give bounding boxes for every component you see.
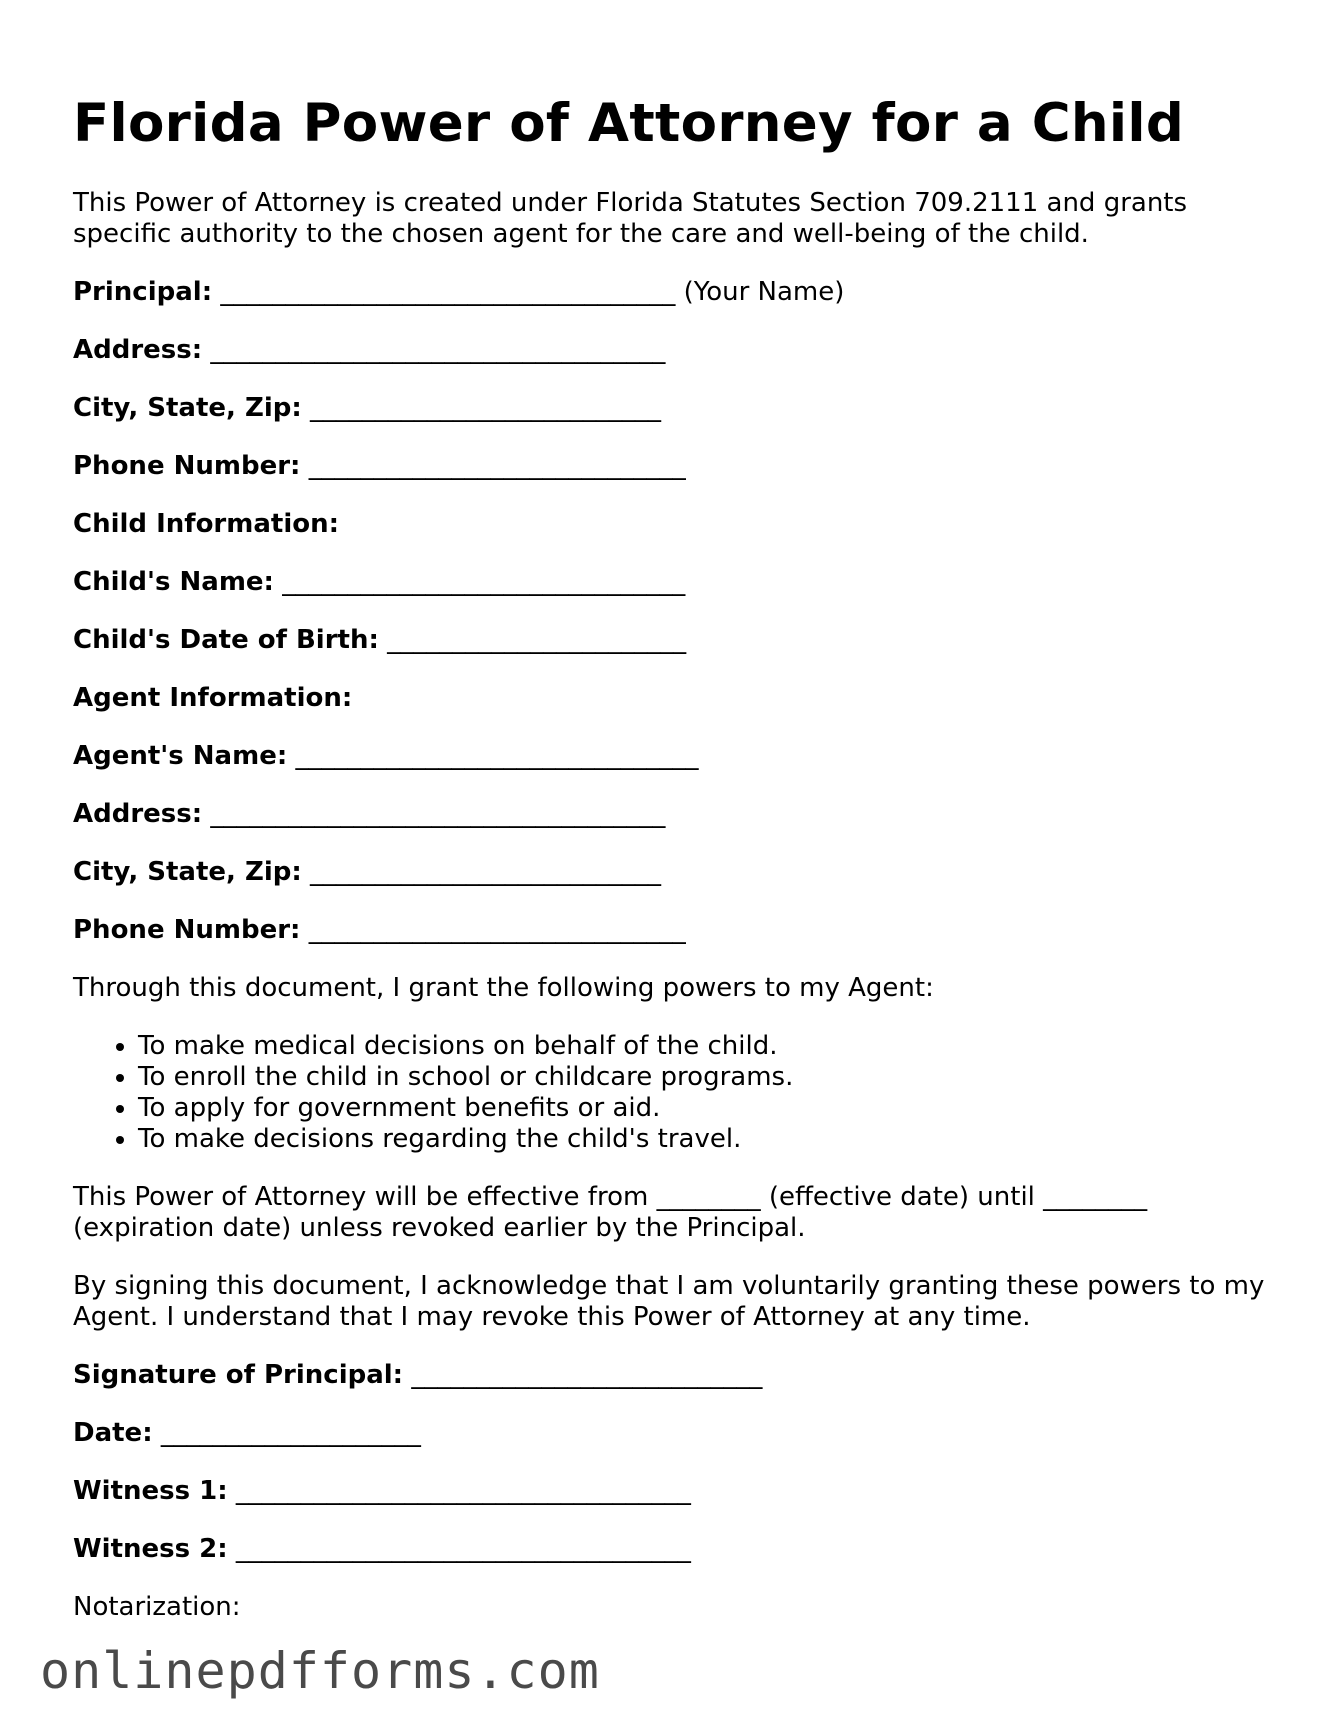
- power-item: • To make decisions regarding the child's travel.: [138, 1124, 1283, 1155]
- principal-signature-label: Signature of Principal:: [73, 1360, 404, 1390]
- effective-period-paragraph: This Power of Attorney will be effective from ________ (effective date) until ________ (expiration date) unless revoked earlier by the Principal.: [73, 1182, 1148, 1243]
- principal-signature-field: [73, 1360, 1283, 1391]
- witness-2-label: Witness 2:: [73, 1534, 228, 1564]
- principal-name-field: [73, 277, 1283, 308]
- witness-1-blank[interactable]: ___________________________________: [235, 1476, 691, 1506]
- principal-signature-blank[interactable]: ___________________________: [411, 1360, 763, 1390]
- agent-address-label: Address:: [73, 799, 203, 829]
- signature-date-blank[interactable]: ____________________: [160, 1418, 421, 1448]
- principal-name-label: Principal:: [73, 277, 213, 307]
- child-name-blank[interactable]: _______________________________: [282, 567, 686, 597]
- agent-name-blank[interactable]: _______________________________: [295, 741, 699, 771]
- agent-address-blank[interactable]: ___________________________________: [210, 799, 666, 829]
- principal-name-hint: (Your Name): [683, 277, 845, 307]
- child-name-field: [73, 567, 1283, 598]
- agent-phone-label: Phone Number:: [73, 915, 301, 945]
- child-dob-label: Child's Date of Birth:: [73, 625, 379, 655]
- power-item: • To apply for government benefits or aid.: [138, 1093, 1283, 1124]
- principal-address-label: Address:: [73, 335, 203, 365]
- agent-city-field: [73, 857, 1283, 888]
- witness-1-label: Witness 1:: [73, 1476, 228, 1506]
- power-item: • To make medical decisions on behalf of the child.: [138, 1031, 1283, 1062]
- principal-phone-label: Phone Number:: [73, 451, 301, 481]
- agent-name-field: [73, 741, 1283, 772]
- agent-address-field: [73, 799, 1283, 830]
- agent-phone-blank[interactable]: _____________________________: [308, 915, 686, 945]
- child-dob-field: [73, 625, 1283, 656]
- signature-date-field: [73, 1418, 1283, 1449]
- watermark: onlinepdfforms.com: [40, 1642, 600, 1700]
- principal-city-blank[interactable]: ___________________________: [310, 393, 662, 423]
- agent-city-blank[interactable]: ___________________________: [310, 857, 662, 887]
- notarization-label: Notarization:: [73, 1592, 241, 1622]
- witness-2-blank[interactable]: ___________________________________: [235, 1534, 691, 1564]
- witness-1-field: [73, 1476, 1283, 1507]
- witness-2-field: [73, 1534, 1283, 1565]
- agent-name-label: Agent's Name:: [73, 741, 288, 771]
- principal-city-label: City, State, Zip:: [73, 393, 302, 423]
- acknowledgement-paragraph: By signing this document, I acknowledge that I am voluntarily granting these powers to my Agent. I understand that I may revoke this Power of Attorney at any time.: [73, 1271, 1265, 1332]
- powers-list: [73, 1031, 1283, 1155]
- signature-date-label: Date:: [73, 1418, 153, 1448]
- powers-intro: Through this document, I grant the following powers to my Agent:: [73, 973, 934, 1003]
- intro-paragraph: This Power of Attorney is created under Florida Statutes Section 709.2111 and grants specific authority to the chosen agent for the care and well-being of the child.: [73, 188, 1188, 249]
- child-name-label: Child's Name:: [73, 567, 274, 597]
- principal-city-field: [73, 393, 1283, 424]
- power-item: • To enroll the child in school or childcare programs.: [138, 1062, 1283, 1093]
- principal-address-blank[interactable]: ___________________________________: [210, 335, 666, 365]
- agent-city-label: City, State, Zip:: [73, 857, 302, 887]
- document-page: [73, 92, 1283, 1623]
- child-info-heading: Child Information:: [73, 509, 340, 539]
- agent-phone-field: [73, 915, 1283, 946]
- principal-name-blank[interactable]: ___________________________________: [220, 277, 676, 307]
- child-dob-blank[interactable]: _______________________: [387, 625, 687, 655]
- principal-address-field: [73, 335, 1283, 366]
- principal-phone-field: [73, 451, 1283, 482]
- page-title: Florida Power of Attorney for a Child: [73, 93, 1185, 154]
- principal-phone-blank[interactable]: _____________________________: [308, 451, 686, 481]
- agent-info-heading: Agent Information:: [73, 683, 353, 713]
